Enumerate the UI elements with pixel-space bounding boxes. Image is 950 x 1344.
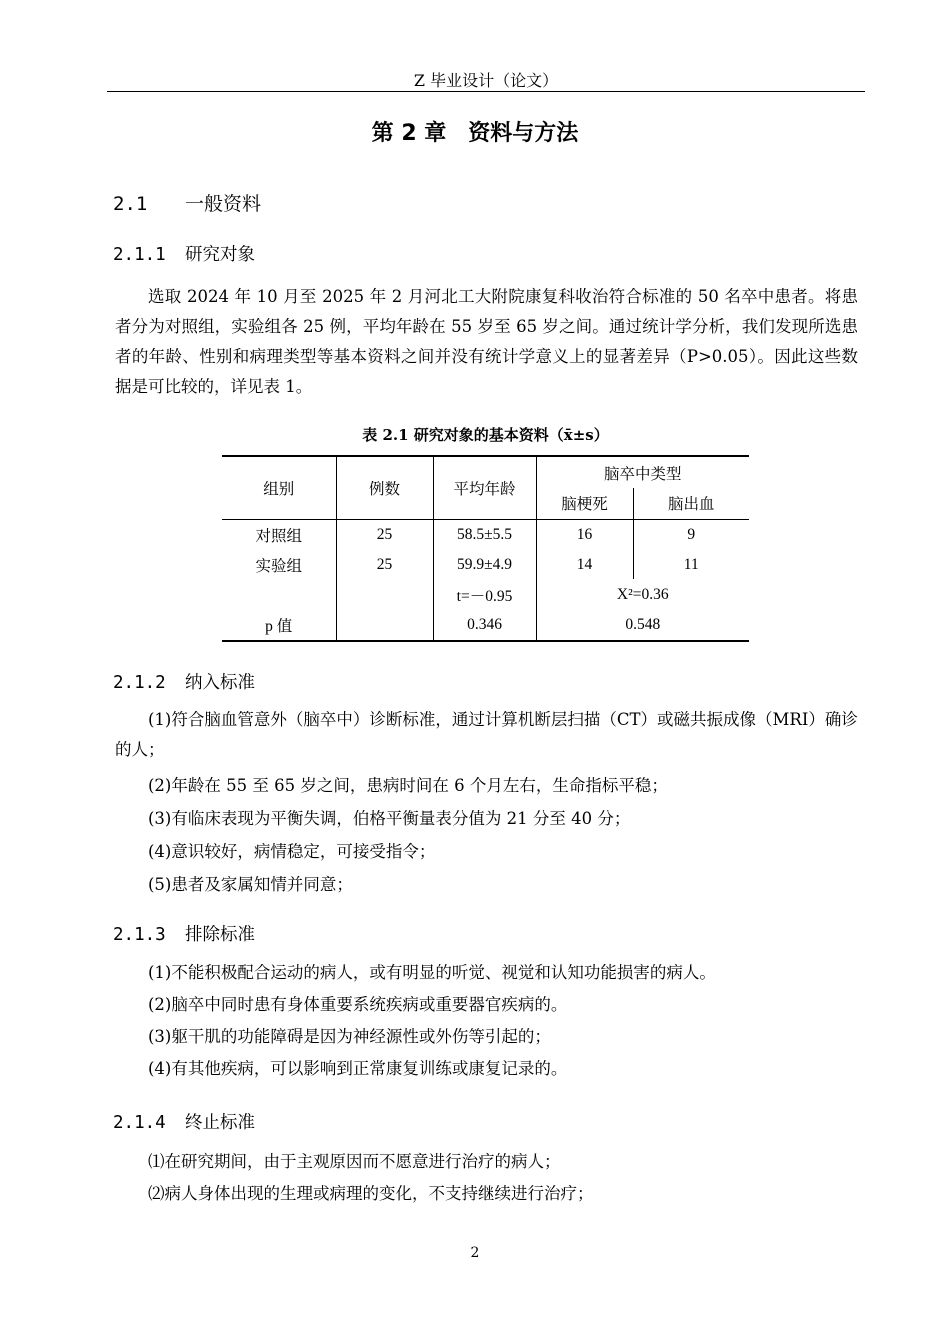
header-count: 例数 — [336, 456, 433, 519]
table-row — [222, 550, 749, 579]
termination-list — [0, 1146, 743, 1210]
section-number: 2.1.3 — [113, 925, 166, 945]
list-item: (1)不能积极配合运动的病人，或有明显的听觉、视觉和认知功能损害的病人。 — [148, 963, 716, 982]
cell: 59.9±4.9 — [433, 550, 536, 579]
list-item: (3)有临床表现为平衡失调，伯格平衡量表分值为 21 分至 40 分； — [148, 809, 631, 828]
cell: 16 — [536, 519, 633, 550]
section-title: 研究对象 — [185, 245, 255, 265]
cell: 25 — [336, 519, 433, 550]
cell: 11 — [633, 550, 749, 579]
list-item: (4)意识较好，病情稳定，可接受指令； — [148, 842, 436, 861]
list-item: (2)年龄在 55 至 65 岁之间，患病时间在 6 个月左右，生命指标平稳； — [148, 776, 668, 795]
table-row — [222, 610, 749, 641]
section-heading — [113, 189, 261, 216]
table-row — [222, 579, 749, 610]
list-item: (3)躯干肌的功能障碍是因为神经源性或外伤等引起的； — [148, 1027, 551, 1046]
cell: p 值 — [265, 618, 293, 635]
subsection-heading — [113, 1109, 255, 1134]
section-number: 2.1.2 — [113, 673, 166, 693]
section-title: 纳入标准 — [185, 673, 255, 693]
subsection-heading — [113, 921, 255, 946]
list-item: ⑴在研究期间，由于主观原因而不愿意进行治疗的病人； — [148, 1152, 561, 1171]
inclusion-list — [0, 705, 858, 901]
cell: 实验组 — [255, 557, 302, 575]
cell: 0.548 — [536, 610, 749, 641]
cell: t=－0.95 — [433, 579, 536, 610]
section-number: 2.1 — [113, 193, 148, 215]
list-item: (1)符合脑血管意外（脑卒中）诊断标准，通过计算机断层扫描（CT）或磁共振成像（MRI）确诊的人； — [115, 710, 858, 759]
data-table — [222, 455, 749, 642]
list-item: (4)有其他疾病，可以影响到正常康复训练或康复记录的。 — [148, 1059, 568, 1078]
header-group: 组别 — [222, 456, 336, 519]
cell: 对照组 — [255, 527, 302, 545]
chapter-title: 第 2 章 资料与方法 — [371, 121, 579, 146]
header-rule — [107, 91, 865, 92]
cell: X²=0.36 — [536, 579, 749, 610]
cell: 9 — [633, 519, 749, 550]
cell: 58.5±5.5 — [433, 519, 536, 550]
header-age: 平均年龄 — [433, 456, 536, 519]
running-header: Z 毕业设计（论文） — [413, 71, 559, 90]
section-title: 终止标准 — [185, 1113, 255, 1133]
header-stroke-type: 脑卒中类型 — [536, 456, 749, 488]
cell: 14 — [536, 550, 633, 579]
section-title: 排除标准 — [185, 925, 255, 945]
subsection-heading — [113, 669, 255, 694]
paragraph: 选取 2024 年 10 月至 2025 年 2 月河北工大附院康复科收治符合标准的 50 名卒中患者。将患者分为对照组，实验组各 25 例，平均年龄在 55 岁至 65 岁之间。通过统计学分析，我们发现所选患者的年龄、性别和病理类型等基本资料之间并没有统计学意义上的显著差异（P>0.05）。因此这些数据是可比较的，详见表 1。 — [115, 287, 858, 396]
section-number: 2.1.1 — [113, 245, 166, 265]
subsection-heading — [113, 241, 255, 266]
exclusion-list — [0, 957, 743, 1085]
header-hemorrhage: 脑出血 — [633, 488, 749, 519]
list-item: (2)脑卒中同时患有身体重要系统疾病或重要器官疾病的。 — [148, 995, 568, 1014]
table-caption: 表 2.1 研究对象的基本资料（x̄±s） — [362, 426, 609, 444]
list-item: (5)患者及家属知情并同意； — [148, 875, 353, 894]
section-number: 2.1.4 — [113, 1113, 166, 1133]
section-title: 一般资料 — [185, 193, 262, 215]
table-row — [222, 519, 749, 550]
cell: 0.346 — [433, 610, 536, 641]
list-item: ⑵病人身体出现的生理或病理的变化，不支持继续进行治疗； — [148, 1184, 594, 1203]
page-number: 2 — [470, 1245, 480, 1261]
cell: 25 — [336, 550, 433, 579]
header-infarction: 脑梗死 — [536, 488, 633, 519]
